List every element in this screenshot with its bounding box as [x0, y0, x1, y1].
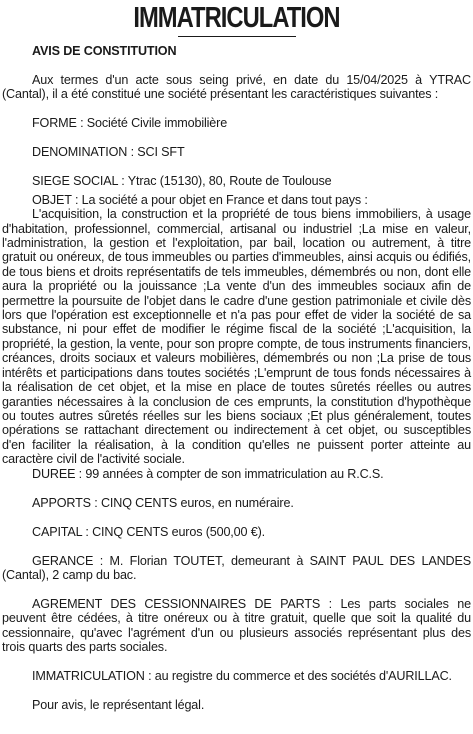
siege-line: SIEGE SOCIAL : Ytrac (15130), 80, Route de Toulouse [32, 174, 332, 189]
spacer [2, 655, 471, 670]
gerance-paragraph: GERANCE : M. Florian TOUTET, demeurant à SAINT PAUL DES LANDES (Cantal), 2 camp du bac. [2, 553, 471, 582]
duree-line: DUREE : 99 années à compter de son immatriculation au R.C.S. [32, 466, 384, 481]
notice-heading: IMMATRICULATION [133, 2, 340, 34]
spacer [2, 481, 471, 496]
spacer [2, 131, 471, 146]
apports-line: APPORTS : CINQ CENTS euros, en numéraire. [32, 495, 294, 510]
spacer [2, 582, 471, 597]
spacer [2, 160, 471, 175]
denomination-line: DENOMINATION : SCI SFT [32, 145, 185, 160]
objet-intro-line: OBJET : La société a pour objet en France et dans tout pays : [32, 192, 368, 207]
closing-line: Pour avis, le représentant légal. [32, 698, 205, 713]
spacer [2, 102, 471, 117]
spacer [2, 510, 471, 525]
spacer [2, 539, 471, 554]
forme-line: FORME : Société Civile immobilière [32, 116, 228, 131]
spacer [2, 58, 471, 73]
capital-line: CAPITAL : CINQ CENTS euros (500,00 €). [32, 524, 265, 539]
agrement-paragraph: AGREMENT DES CESSIONNAIRES DE PARTS : Les parts sociales ne peuvent être cédées, à titre onéreux ou à titre gratuit, quelle que soit la qualité du cessionnaire, qu'avec l'agrément d'un ou plusieurs associés représentant plus des trois quarts des parts sociales. [2, 596, 471, 655]
intro-paragraph: Aux termes d'un acte sous seing privé, en date du 15/04/2025 à YTRAC (Cantal), il a été constitué une société présentant les caractéristiques suivantes : [2, 73, 471, 102]
legal-notice [0, 2, 473, 734]
objet-body-paragraph: L'acquisition, la construction et la propriété de tous biens immobiliers, à usage d'habitation, professionnel, commercial, artisanal ou industriel ;La mise en valeur, l'administration, la gestion et l'exploitation, par bail, location ou autrement, à titre gratuit ou onéreux, de tous immeubles ou parties d'immeubles, ainsi acquis ou édifiés, de tous biens et droits représentatifs de tels immeubles, démembrés ou non, dont elle aura la propriété ou la jouissance ;La vente d'un des immeubles sociaux afin de permettre la poursuite de l'objet dans le cadre d'une gestion patrimoniale et civile dès lors que l'opération est exceptionnelle et n'a pas pour effet de vider la société de sa substance, ni pour effet de modifier le régime fiscal de la société ;L'acquisition, la propriété, la gestion, la vente, pour son propre compte, de tous instruments financiers, créances, droits sociaux et valeurs mobilières, démembrés ou non ;La prise de tous intérêts et participations dans toutes sociétés ;L'emprunt de tous fonds nécessaires à la réalisation de cet objet, et la mise en place de toutes sûretés réelles ou autres garanties nécessaires à la conclusion de ces emprunts, la constitution d'hypothèque ou toutes autres sûretés réelles sur les biens sociaux ;Et plus généralement, toutes opérations se rattachant directement ou indirectement à cet objet, ou susceptibles d'en faciliter la réalisation, à la condition qu'elles ne puissent porter atteinte au caractère civil de l'activité sociale. [2, 207, 471, 467]
spacer [2, 684, 471, 699]
notice-subheading: AVIS DE CONSTITUTION [32, 44, 177, 58]
heading-divider [178, 36, 296, 37]
immatriculation-line: IMMATRICULATION : au registre du commerce et des sociétés d'AURILLAC. [32, 669, 452, 684]
